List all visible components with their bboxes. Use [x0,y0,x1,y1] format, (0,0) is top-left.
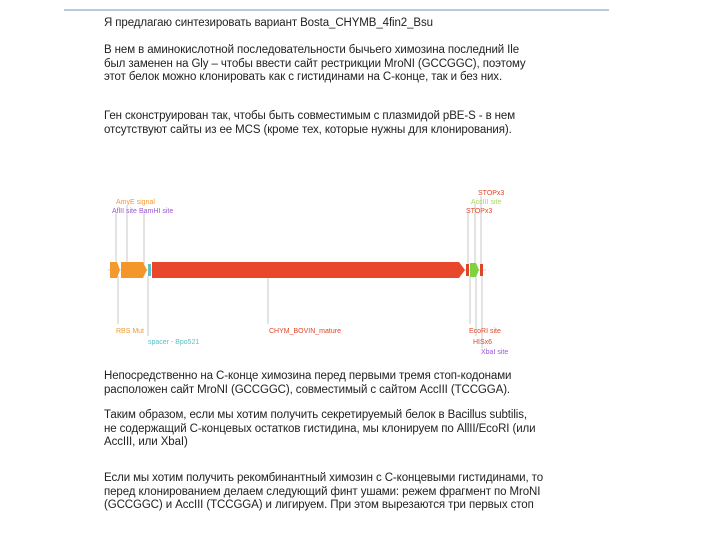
feature-label-chymosin: CHYM_BOVIN_mature [269,328,341,335]
paragraph-secreted [104,409,584,450]
text-line: Если мы хотим получить рекомбинантный химозин с С-концевыми гистидинами, то [104,472,544,484]
feature-label-amye-signal: AmyE signal [116,199,155,206]
spacer-feature [148,264,151,276]
text-line: перед клонированием делаем следующий финт ушами: режем фрагмент по MroNI [104,485,541,498]
feature-label-stop-2: STOPx3 [466,208,493,215]
feature-label-xbai-site: XbaI site [481,349,509,356]
rbs-feature [110,262,120,278]
feature-label-spacer: spacer - Bpo521 [148,339,200,346]
text-line: этот белок можно клонировать как с гистидинами на С-конце, так и без них. [104,71,503,83]
feature-label-stop-1: STOPx3 [478,190,505,197]
chymosin-feature [152,262,465,278]
text-line: не содержащий С-концевых остатков гистидина, мы клонируем по AllII/EcoRI (или [104,422,536,435]
paragraph-mroni [104,370,584,397]
amye-signal-feature [121,262,147,278]
feature-label-ecori-site: EcoRI site [469,328,501,335]
text-line: (GCCGGC) и AccIII (TCCGGA) и лигируем. При этом вырезаются три первых стоп [104,499,534,511]
feature-label-acciii-site: AccIII site [471,199,502,206]
text-line: AccIII, или XbaI) [104,436,188,448]
text-line: В нем в аминокислотной последовательности бычьего химозина последний Ile [104,44,520,56]
text-line: был заменен на Gly – чтобы ввести сайт рестрикции MroNI (GCCGGC), поэтому [104,57,526,70]
stop-feature [466,264,469,276]
feature-label-rbs: RBS Mut [116,328,145,335]
paragraph-his-tagged [104,472,584,513]
text-line: Ген сконструирован так, чтобы быть совместимым с плазмидой pBE-S - в нем [104,110,516,122]
feature-label-his: HISx6 [473,339,493,346]
text-line: расположен сайт MroNI (GCCGGC), совместимый с сайтом AccIII (TCCGGA). [104,383,511,396]
text-line: Непосредственно на С-конце химозина перед первыми тремя стоп-кодонами [104,370,512,382]
feature-label-aflii-site: AflII site [112,208,137,215]
text-line: отсутствуют сайты из ее MCS (кроме тех, которые нужны для клонирования). [104,123,512,136]
feature-label-bamhi-site: BamHI site [139,208,174,215]
his-tag-feature [470,263,479,277]
text-line: Таким образом, если мы хотим получить секретируемый белок в Bacillus subtilis, [104,409,527,421]
text-line: Я предлагаю синтезировать вариант Bosta_CHYMB_4fin2_Bsu [104,17,433,29]
stop-feature [480,264,483,276]
